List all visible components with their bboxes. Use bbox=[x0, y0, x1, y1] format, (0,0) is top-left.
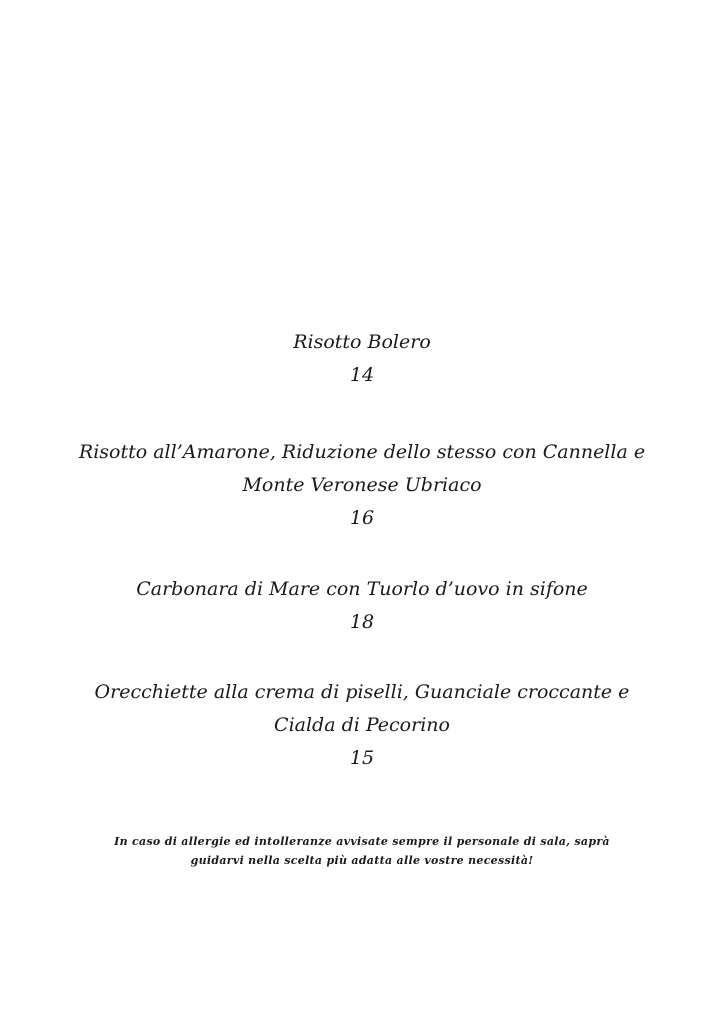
menu-list bbox=[0, 326, 724, 775]
dish-item bbox=[0, 573, 724, 639]
dish-name bbox=[0, 676, 724, 742]
dish-name-line: Carbonara di Mare con Tuorlo d’uovo in sifone bbox=[136, 578, 588, 600]
dish-item bbox=[0, 326, 724, 392]
dish-name bbox=[0, 326, 724, 359]
dish-price: 14 bbox=[349, 364, 375, 386]
dish-name bbox=[0, 573, 724, 606]
dish-name-line: Risotto all’Amarone, Riduzione dello stesso con Cannella e bbox=[78, 441, 646, 463]
allergy-note-line: In caso di allergie ed intolleranze avvisate sempre il personale di sala, saprà bbox=[114, 835, 610, 848]
dish-item bbox=[0, 436, 724, 535]
dish-name bbox=[0, 436, 724, 502]
dish-price: 18 bbox=[349, 611, 375, 633]
allergy-note-line: guidarvi nella scelta più adatta alle vostre necessità! bbox=[190, 854, 534, 867]
dish-name-line: Cialda di Pecorino bbox=[274, 714, 450, 736]
dish-item bbox=[0, 676, 724, 775]
dish-name-line: Orecchiette alla crema di piselli, Guanciale croccante e bbox=[94, 681, 630, 703]
dish-price: 16 bbox=[349, 507, 375, 529]
dish-name-line: Risotto Bolero bbox=[293, 331, 431, 353]
dish-price: 15 bbox=[349, 747, 375, 769]
dish-name-line: Monte Veronese Ubriaco bbox=[242, 474, 482, 496]
allergy-note bbox=[0, 832, 724, 870]
